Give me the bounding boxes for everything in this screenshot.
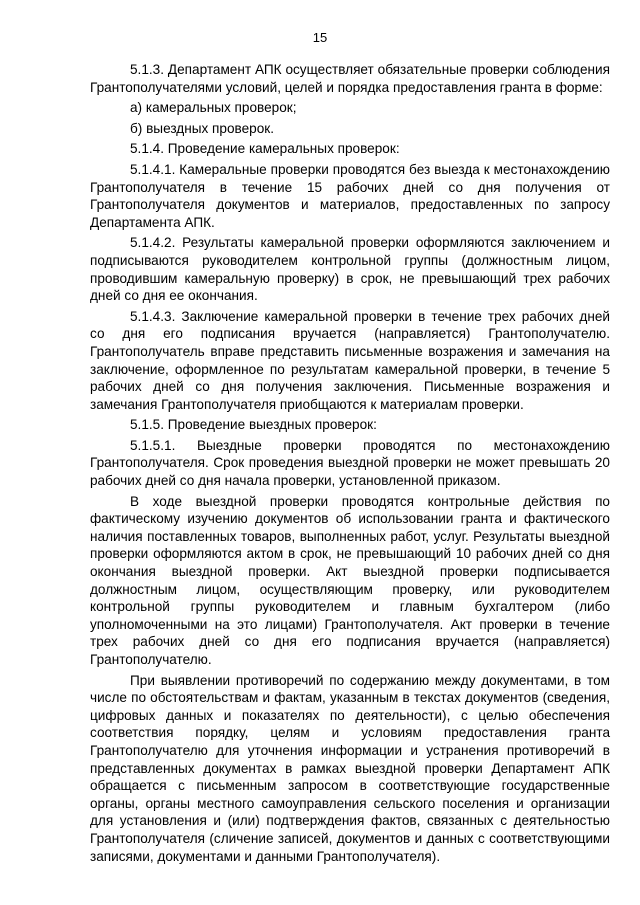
paragraph-onsite-inspection: В ходе выездной проверки проводятся контрольные действия по фактическому изучению документов об использовании гранта и фактического наличия поставленных товаров, выполненных работ, услуг. Результаты выездной проверки оформляются актом в срок, не превышающий 10 рабочих дней со дня окончания выездной проверки. Акт выездной проверки подписывается должностным лицом, осуществляющим проверку, или руководителем контрольной группы руководителем и главным бухгалтером (либо уполномоченными на это лицами) Грантополучателя. Акт проверки в течение трех рабочих дней со дня его подписания вручается (направляется) Грантополучателю.	[90, 493, 610, 667]
paragraph-5-1-4: 5.1.4. Проведение камеральных проверок:	[130, 141, 400, 157]
paragraph-5-1-5-1: 5.1.5.1. Выездные проверки проводятся по местонахождению Грантополучателя. Срок проведения выездной проверки не может превышать 20 рабочих дней со дня начала проверки, установленной приказом.	[90, 437, 610, 489]
page-number: 15	[312, 30, 328, 45]
paragraph-5-1-3: 5.1.3. Департамент АПК осуществляет обязательные проверки соблюдения Грантополучателями условий, целей и порядка предоставления гранта в форме:	[90, 62, 610, 95]
paragraph-5-1-4-1: 5.1.4.1. Камеральные проверки проводятся без выезда к местонахождению Грантополучателя в течение 15 рабочих дней со дня получения от Грантополучателя документов и материалов, предоставленных по запросу Департамента АПК.	[90, 161, 610, 230]
paragraph-list-item-b: б) выездных проверок.	[130, 120, 275, 136]
paragraph-list-item-a: а) камеральных проверок;	[130, 100, 297, 116]
paragraph-5-1-4-3: 5.1.4.3. Заключение камеральной проверки в течение трех рабочих дней со дня его подписания вручается (направляется) Грантополучателю. Грантополучатель вправе представить письменные возражения и замечания на заключение, оформленное по результатам камеральной проверки, в течение 5 рабочих дней со дня получения заключения. Письменные возражения и замечания Грантополучателя приобщаются к материалам проверки.	[90, 308, 610, 412]
paragraph-5-1-4-2: 5.1.4.2. Результаты камеральной проверки оформляются заключением и подписываются руководителем контрольной группы (должностным лицом, проводившим камеральную проверку) в срок, не превышающий трех рабочих дней со дня ее окончания.	[90, 235, 610, 304]
document-body	[90, 61, 610, 865]
paragraph-contradictions: При выявлении противоречий по содержанию между документами, в том числе по обстоятельствам и фактам, указанным в текстах документов (сведения, цифровых данных и показателях по деятельности), с целью обеспечения соответствия порядку, целям и условиям предоставления гранта Грантополучателю для уточнения информации и устранения противоречий в представленных документах в рамках выездной проверки Департамент АПК обращается с письменным запросом в соответствующие государственные органы, органы местного самоуправления сельского поселения и организации для установления и (или) подтверждения фактов, связанных с деятельностью Грантополучателя (сличение записей, документов и данных с соответствующими записями, документами и данными Грантополучателя).	[90, 672, 610, 864]
paragraph-5-1-5: 5.1.5. Проведение выездных проверок:	[130, 417, 377, 433]
